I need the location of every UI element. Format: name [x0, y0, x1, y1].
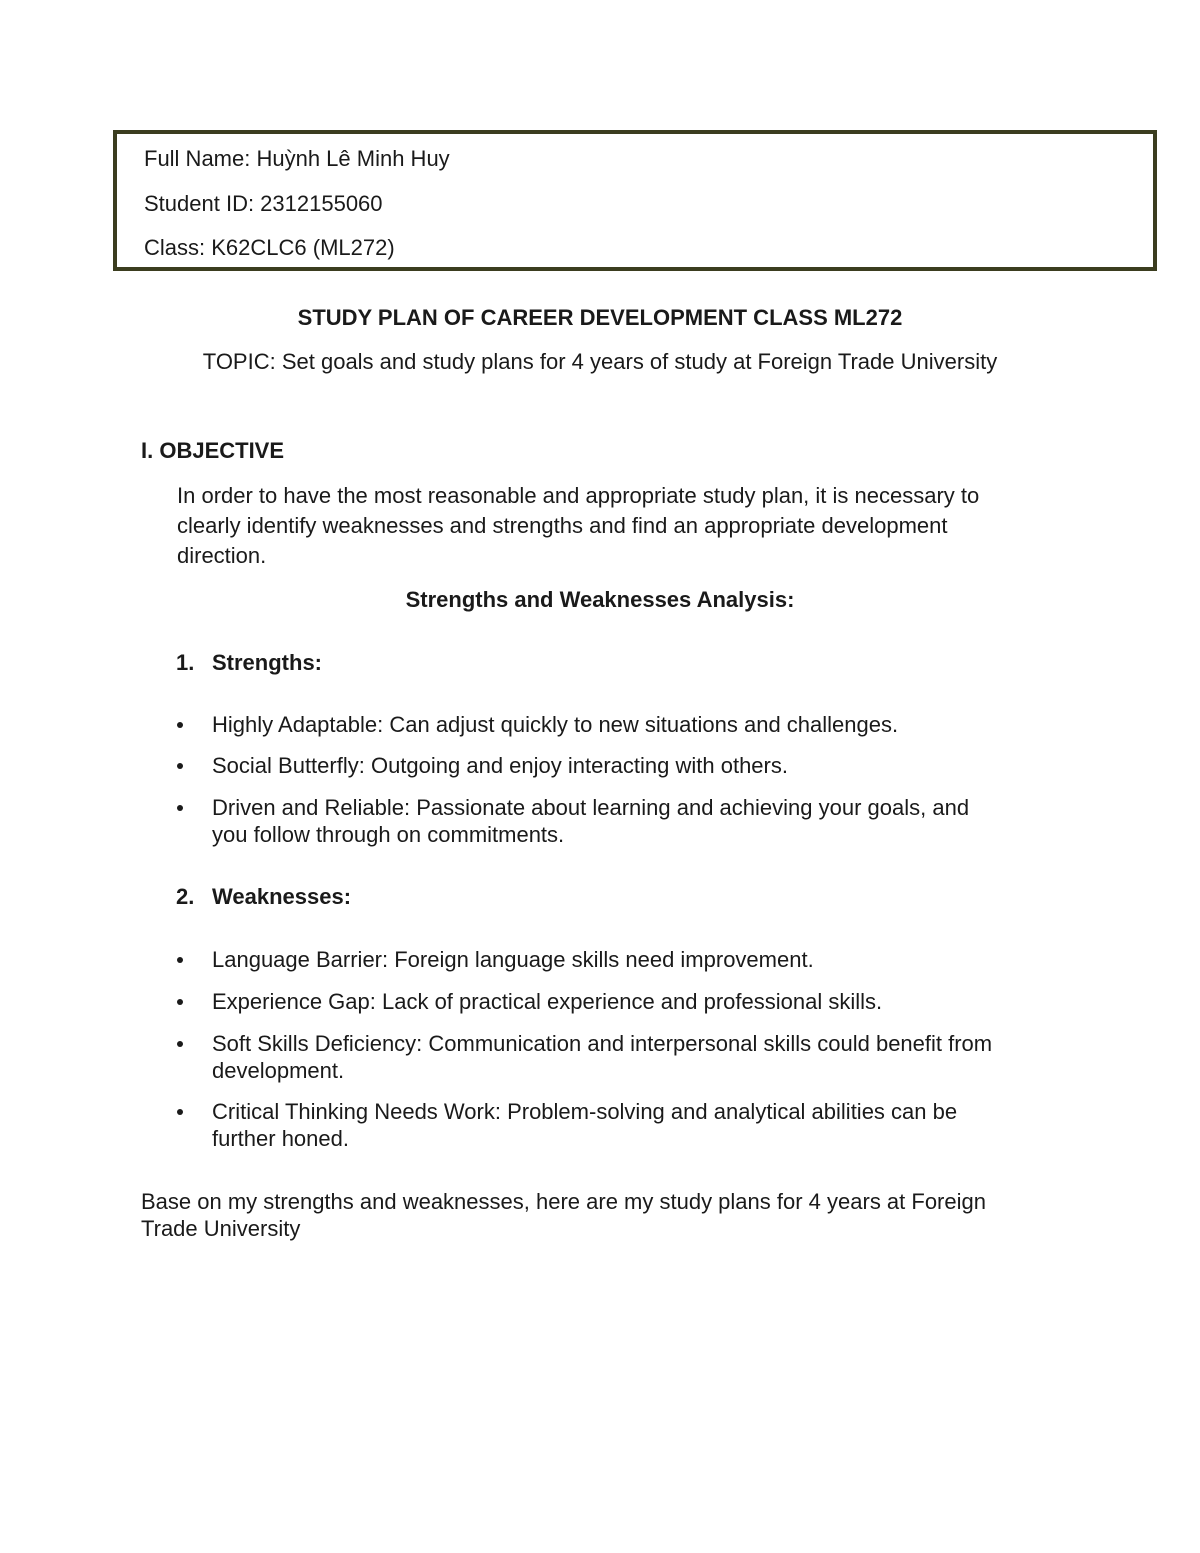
- strengths-label: Strengths:: [212, 650, 322, 675]
- list-item-line: Critical Thinking Needs Work: Problem-solving and analytical abilities can be: [212, 1099, 958, 1124]
- list-item-line: Driven and Reliable: Passionate about learning and achieving your goals, and: [212, 795, 970, 820]
- weaknesses-number: 2.: [176, 884, 195, 909]
- closing-paragraph: [141, 1188, 986, 1242]
- list-item-line: further honed.: [212, 1126, 349, 1151]
- list-item-line: you follow through on commitments.: [212, 822, 565, 847]
- student-id-line: Student ID: 2312155060: [144, 191, 383, 216]
- list-item-line: Social Butterfly: Outgoing and enjoy interacting with others.: [212, 753, 788, 778]
- closing-paragraph-line: Trade University: [141, 1216, 301, 1241]
- bullet-dot-icon: [176, 946, 186, 956]
- list-item-text: [212, 794, 969, 848]
- list-item-line: development.: [212, 1058, 345, 1083]
- full-name-line: Full Name: Huỳnh Lê Minh Huy: [144, 146, 450, 171]
- bullet-dot-icon: [176, 752, 186, 762]
- list-item-text: [212, 752, 788, 779]
- weaknesses-label: Weaknesses:: [212, 884, 352, 909]
- objective-paragraph: [177, 481, 979, 571]
- list-item-text: [212, 946, 814, 973]
- bullet-dot-icon: [176, 1030, 186, 1040]
- closing-paragraph-line: Base on my strengths and weaknesses, here are my study plans for 4 years at Foreign: [141, 1189, 986, 1214]
- student-info-box: [113, 130, 1157, 271]
- list-item-line: Language Barrier: Foreign language skills need improvement.: [212, 947, 814, 972]
- list-item-text: [212, 711, 898, 738]
- list-item-line: Experience Gap: Lack of practical experience and professional skills.: [212, 989, 883, 1014]
- list-item-line: Soft Skills Deficiency: Communication and interpersonal skills could benefit from: [212, 1031, 993, 1056]
- objective-paragraph-line: direction.: [177, 543, 267, 568]
- objective-paragraph-line: In order to have the most reasonable and appropriate study plan, it is necessary to: [177, 483, 980, 508]
- bullet-dot-icon: [176, 711, 186, 721]
- list-item-text: [212, 988, 882, 1015]
- class-line: Class: K62CLC6 (ML272): [144, 235, 395, 260]
- document-topic: TOPIC: Set goals and study plans for 4 years of study at Foreign Trade University: [202, 349, 998, 374]
- analysis-heading: Strengths and Weaknesses Analysis:: [405, 587, 795, 612]
- section-objective-heading: I. OBJECTIVE: [141, 438, 285, 463]
- bullet-dot-icon: [176, 1098, 186, 1108]
- document-title: STUDY PLAN OF CAREER DEVELOPMENT CLASS ML272: [297, 305, 903, 330]
- list-item-text: [212, 1098, 957, 1152]
- objective-paragraph-line: clearly identify weaknesses and strengths and find an appropriate development: [177, 513, 948, 538]
- strengths-number: 1.: [176, 650, 195, 675]
- list-item-text: [212, 1030, 992, 1084]
- bullet-dot-icon: [176, 988, 186, 998]
- bullet-dot-icon: [176, 794, 186, 804]
- list-item-line: Highly Adaptable: Can adjust quickly to new situations and challenges.: [212, 712, 899, 737]
